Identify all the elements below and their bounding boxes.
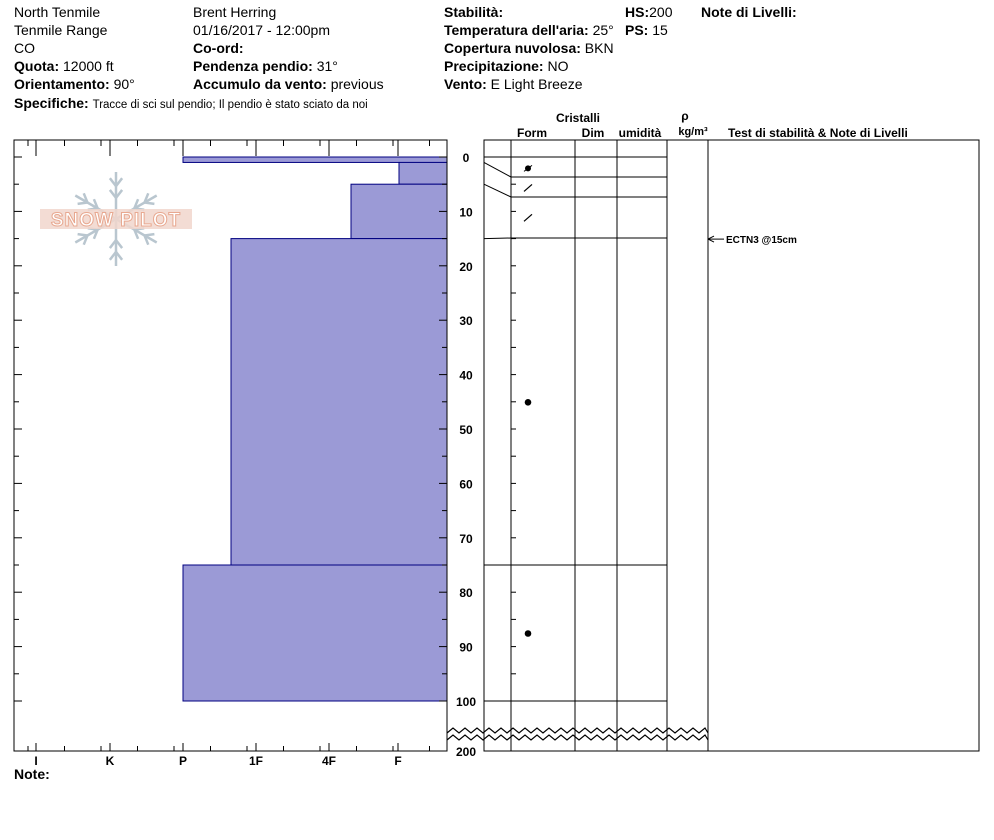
hs-label: HS: xyxy=(625,4,650,20)
elevation-label: Quota: xyxy=(14,58,60,74)
wind-label: Vento: xyxy=(444,76,487,92)
stability-notes-frame xyxy=(708,140,979,751)
elevation-value: 12000 ft xyxy=(63,58,114,74)
moisture-header: umidità xyxy=(618,126,662,140)
hs-value: 200 xyxy=(649,4,673,20)
depth-label-50: 50 xyxy=(459,423,473,437)
specifics-value: Tracce di sci sul pendio; Il pendio è stato sciato da noi xyxy=(92,99,368,111)
slope-label: Pendenza pendio: xyxy=(193,58,313,74)
stability-test-label: ECTN3 @15cm xyxy=(726,235,797,247)
location-name: North Tenmile xyxy=(14,4,101,20)
notes-label: Note: xyxy=(14,766,50,782)
precipitation-particle-icon xyxy=(524,184,532,191)
precip-label: Precipitazione: xyxy=(444,58,544,74)
aspect-value: 90° xyxy=(113,76,135,92)
hardness-tick-label-K: K xyxy=(105,754,115,768)
observation-datetime: 01/16/2017 - 12:00pm xyxy=(193,22,330,38)
stability-notes-header: Test di stabilità & Note di Livelli xyxy=(728,126,908,140)
air-temp-value: 25° xyxy=(592,22,614,38)
layer-connector-15 xyxy=(484,238,511,239)
rho-header: ρ xyxy=(681,109,689,123)
observer-name: Brent Herring xyxy=(193,4,277,20)
snowflake-branch xyxy=(78,234,88,235)
depth-label-10: 10 xyxy=(459,205,473,220)
hardness-layer-0 xyxy=(183,157,447,162)
form-header: Form xyxy=(517,126,547,140)
slope-value: 31° xyxy=(316,58,338,74)
snowflake-branch xyxy=(144,203,154,204)
hardness-tick-label-I: I xyxy=(34,754,38,768)
hardness-tick-label-F: F xyxy=(394,754,402,768)
depth-break-zigzag-0 xyxy=(447,728,708,733)
layer-connector-1 xyxy=(484,162,511,177)
state-name: CO xyxy=(14,40,35,56)
wind-loading-value: previous xyxy=(330,76,384,92)
hardness-layer-4 xyxy=(183,565,447,701)
snowpilot-logo xyxy=(40,172,192,266)
range-name: Tenmile Range xyxy=(14,22,108,38)
hardness-tick-label-4F: 4F xyxy=(321,754,337,768)
air-temp-label: Temperatura dell'aria: xyxy=(444,22,589,38)
wind-value: E Light Breeze xyxy=(490,76,583,92)
density-unit-header: kg/m³ xyxy=(678,126,708,138)
snowflake-branch xyxy=(144,234,154,235)
ps-value: 15 xyxy=(652,22,668,38)
depth-label-80: 80 xyxy=(459,586,473,601)
precipitation-particle-icon xyxy=(524,214,532,221)
depth-label-30: 30 xyxy=(459,314,473,329)
depth-label-20: 20 xyxy=(459,259,473,274)
hardness-tick-label-P: P xyxy=(178,754,188,768)
size-header: Dim xyxy=(581,126,605,140)
coord-label: Co-ord: xyxy=(193,40,244,56)
logo-text: SNOW PILOT xyxy=(50,210,182,231)
snowflake-branch xyxy=(78,203,88,204)
ps-label: PS: xyxy=(625,22,649,38)
precip-value: NO xyxy=(547,58,569,74)
sky-label: Copertura nuvolosa: xyxy=(444,40,581,56)
depth-label-90: 90 xyxy=(459,640,473,655)
wind-loading-label: Accumulo da vento: xyxy=(193,76,327,92)
stability-label: Stabilità: xyxy=(444,4,504,20)
depth-break-zigzag-1 xyxy=(447,735,708,740)
sky-value: BKN xyxy=(584,40,614,56)
rounded-grain-icon xyxy=(525,630,532,637)
hardness-layer-2 xyxy=(351,184,447,238)
hardness-layer-1 xyxy=(399,162,447,184)
depth-label-70: 70 xyxy=(459,531,473,546)
specifics-label: Specifiche: xyxy=(14,95,89,111)
layer-connector-5 xyxy=(484,184,511,197)
depth-label-0: 0 xyxy=(462,151,470,165)
hardness-tick-label-1F: 1F xyxy=(248,754,264,768)
depth-label-100: 100 xyxy=(455,695,477,709)
hardness-layer-3 xyxy=(231,239,447,565)
layer-notes-label: Note di Livelli: xyxy=(701,4,797,20)
crystal-columns-frame xyxy=(484,140,708,751)
crystals-header: Cristalli xyxy=(555,111,601,125)
aspect-label: Orientamento: xyxy=(14,76,110,92)
depth-label-200: 200 xyxy=(455,745,477,759)
depth-label-40: 40 xyxy=(459,368,473,383)
rounded-grain-icon xyxy=(525,399,532,406)
depth-label-60: 60 xyxy=(459,477,473,492)
